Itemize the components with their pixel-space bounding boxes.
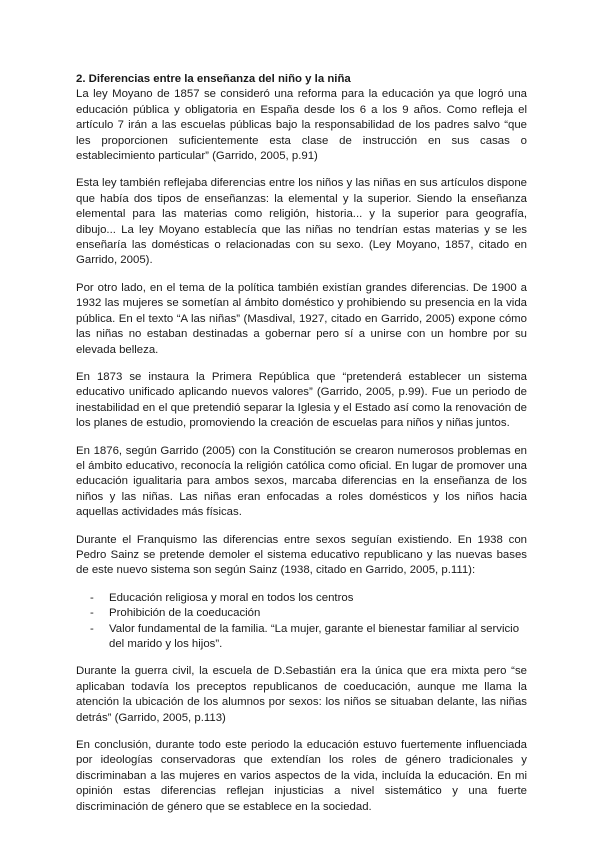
list-dash-marker: - (90, 622, 94, 635)
section-heading: 2. Diferencias entre la enseñanza del niño y la niña (76, 73, 351, 85)
list-item-text: Prohibición de la coeducación (109, 607, 261, 620)
list-item (76, 622, 527, 653)
paragraph-constitucion-1876: En 1876, según Garrido (2005) con la Constitución se crearon numerosos problemas en el ámbito educativo, reconocía la religión católica como oficial. En lugar de promover una educación igualitaria para ambos sexos, marcaba diferencias en la enseñanza de los niños y las niñas. Las niñas eran enfocadas a roles domésticos y los niños hacia aquellas actividades más físicas. (76, 444, 527, 519)
list-dash-marker: - (90, 591, 94, 604)
bullet-list (76, 591, 527, 653)
list-item (76, 606, 527, 621)
paragraph-politica: Por otro lado, en el tema de la política también existían grandes diferencias. De 1900 a 1932 las mujeres se sometían al ámbito doméstico y prohibiendo su presencia en la vida pública. En el texto “A las niñas” (Masdival, 1927, citado en Garrido, 2005) expone cómo las niñas no estaban destinadas a gobernar pero sí a unirse con un hombre por su elevada belleza. (76, 281, 527, 356)
paragraph-franquismo: Durante el Franquismo las diferencias entre sexos seguían existiendo. En 1938 con Pedro Sainz se pretende demoler el sistema educativo republicano y las nuevas bases de este nuevo sistema son según Sainz (1938, citado en Garrido, 2005, p.111): (76, 533, 527, 577)
paragraph-guerra-civil: Durante la guerra civil, la escuela de D.Sebastián era la única que era mixta pero “se aplicaban todavía los preceptos republicanos de coeducación, aunque me llama la atención la ubicación de los alumnos por sexos: los niños se situaban delante, las niñas detrás” (Garrido, 2005, p.113) (76, 665, 527, 724)
paragraph-ley-moyano: La ley Moyano de 1857 se consideró una reforma para la educación ya que logró una educación pública y obligatoria en España desde los 6 a los 9 años. Como refleja el artículo 7 irán a las escuelas públicas bajo la responsabilidad de los padres salvo “que les proporcionen suficientemente esta clase de instrucción en sus casas o establecimiento particular” (Garrido, 2005, p.91) (76, 88, 527, 163)
paragraph-primera-republica: En 1873 se instaura la Primera República que “pretenderá establecer un sistema educativo unificado aplicando nuevos valores” (Garrido, 2005, p.99). Fue un periodo de inestabilidad en el que pretendió separar la Iglesia y el Estado así como la renovación de los planes de estudio, promoviendo la creación de escuelas para niños y niñas juntos. (76, 370, 527, 430)
list-dash-marker: - (90, 607, 94, 620)
list-item-text: Educación religiosa y moral en todos los centros (109, 591, 354, 604)
list-item (76, 591, 527, 606)
paragraph-diferencias-ensenanzas: Esta ley también reflejaba diferencias entre los niños y las niñas en sus artículos dispone que había dos tipos de enseñanzas: la elemental y la superior. Siendo la enseñanza elemental para las materias como religión, historia... y la superior para geografía, dibujo... La ley Moyano establecía que las niñas no tendrían estas materias y se les enseñaría las domésticas o relacionadas con su sexo. (Ley Moyano, 1857, citado en Garrido, 2005). (76, 177, 527, 267)
paragraph-conclusion: En conclusión, durante todo este periodo la educación estuvo fuertemente influenciada por ideologías conservadoras que extendían los roles de género tradicionales y discriminaban a las mujeres en varios aspectos de la vida, incluída la educación. En mi opinión estas diferencias reflejan injusticias a nivel sistemático y una fuerte discriminación de género que se establece en la sociedad. (76, 739, 527, 813)
list-item-text: Valor fundamental de la familia. “La mujer, garante el bienestar familiar al servicio del marido y los hijos”. (109, 622, 520, 650)
